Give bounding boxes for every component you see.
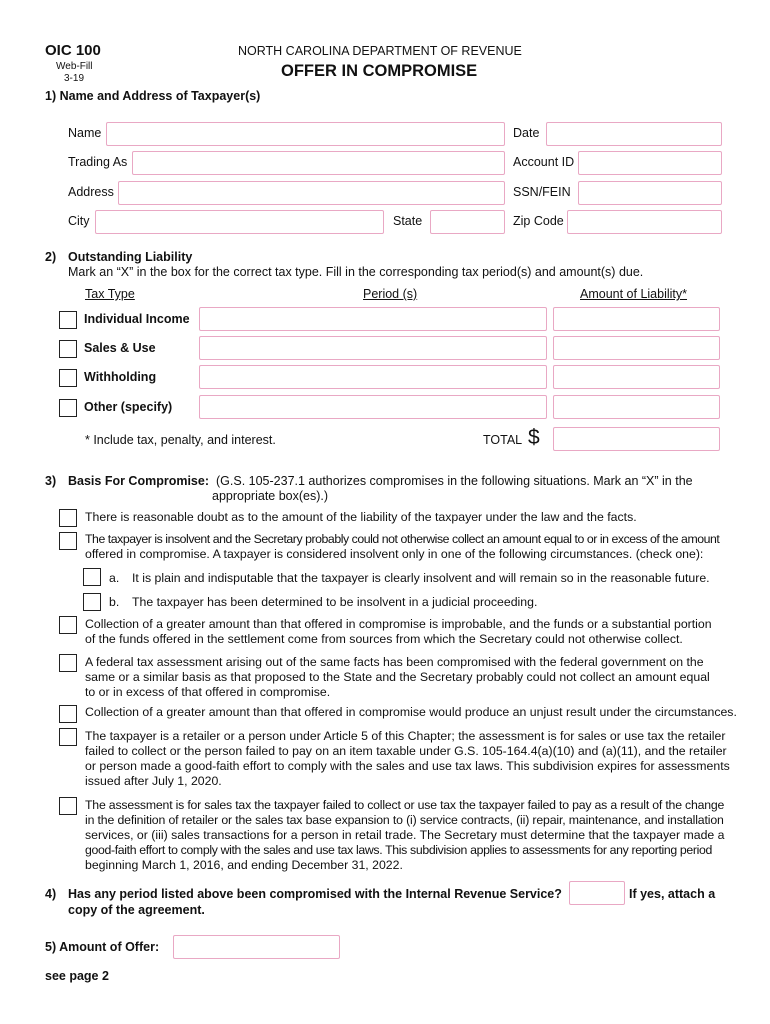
- insolvent-option-b-letter: b.: [109, 595, 120, 609]
- city-label: City: [68, 214, 90, 228]
- basis-reasonable-doubt-checkbox[interactable]: [59, 509, 77, 527]
- basis-reasonable-doubt-text: There is reasonable doubt as to the amount of the liability of the taxpayer under the law and the facts.: [85, 510, 637, 524]
- section-5-heading: 5) Amount of Offer:: [45, 940, 160, 954]
- trading-as-input[interactable]: [132, 151, 505, 175]
- section-2-instruction: Mark an “X” in the box for the correct tax type. Fill in the corresponding tax period(s) and amount(s) due.: [68, 265, 644, 279]
- section-4-question-line-1: Has any period listed above been compromised with the Internal Revenue Service?: [68, 887, 562, 901]
- sales-use-amount-input[interactable]: [553, 336, 720, 360]
- name-input[interactable]: [106, 122, 505, 146]
- basis-federal-compromise-text-line-2: same or a similar basis as that proposed to the State and the Secretary probably could not collect an amount equal: [85, 670, 710, 684]
- basis-federal-compromise-text-line-1: A federal tax assessment arising out of the same facts has been compromised with the federal government on the: [85, 655, 704, 669]
- total-amount-input[interactable]: [553, 427, 720, 451]
- revision-date: 3-19: [64, 73, 85, 84]
- section-3-intro-line-2: appropriate box(es).): [212, 489, 329, 503]
- sales-use-label: Sales & Use: [84, 341, 156, 355]
- withholding-period-input[interactable]: [199, 365, 547, 389]
- account-id-input[interactable]: [578, 151, 722, 175]
- individual-income-period-input[interactable]: [199, 307, 547, 331]
- dollar-sign: $: [528, 426, 540, 449]
- basis-sales-tax-change-text-line-4: good-faith effort to comply with the sales and use tax laws. This subdivision applies to assessments for any reporting period: [85, 843, 713, 857]
- basis-retailer-text-line-4: issued after July 1, 2020.: [85, 774, 222, 788]
- section-4-number: 4): [45, 887, 57, 901]
- basis-federal-compromise-text-line-3: to or in excess of that offered in compromise.: [85, 685, 331, 699]
- basis-unjust-result-checkbox[interactable]: [59, 705, 77, 723]
- basis-sales-tax-change-text-line-3: services, or (iii) sales transactions for a person in retail trade. The Secretary must determine that the taxpayer made a: [85, 828, 725, 842]
- date-label: Date: [513, 126, 540, 140]
- basis-sales-tax-change-text-line-2: in the definition of retailer or the sales tax base expansion to (i) service contracts, (ii) repair, maintenance, and installation: [85, 813, 724, 827]
- basis-retailer-checkbox[interactable]: [59, 728, 77, 746]
- other-period-input[interactable]: [199, 395, 547, 419]
- sales-use-checkbox[interactable]: [59, 340, 77, 358]
- basis-insolvent-text-line-2: offered in compromise. A taxpayer is considered insolvent only in one of the following circumstances. (check one):: [85, 547, 704, 561]
- state-input[interactable]: [430, 210, 505, 234]
- withholding-amount-input[interactable]: [553, 365, 720, 389]
- amount-of-offer-input[interactable]: [173, 935, 340, 959]
- insolvent-option-a-checkbox[interactable]: [83, 568, 101, 586]
- department-name: NORTH CAROLINA DEPARTMENT OF REVENUE: [238, 44, 522, 58]
- address-label: Address: [68, 185, 114, 199]
- other-amount-input[interactable]: [553, 395, 720, 419]
- ssn-fein-input[interactable]: [578, 181, 722, 205]
- basis-sales-tax-change-text-line-5: beginning March 1, 2016, and ending December 31, 2022.: [85, 858, 403, 872]
- section-3-intro-line-1: (G.S. 105-237.1 authorizes compromises in the following situations. Mark an “X” in the: [216, 474, 693, 488]
- irs-compromise-answer-input[interactable]: [569, 881, 625, 905]
- date-input[interactable]: [546, 122, 722, 146]
- basis-collection-improbable-text-line-1: Collection of a greater amount than that offered in compromise is improbable, and the funds or a substantial portion: [85, 617, 712, 631]
- account-id-label: Account ID: [513, 155, 575, 169]
- insolvent-option-a-letter: a.: [109, 571, 120, 585]
- basis-federal-compromise-checkbox[interactable]: [59, 654, 77, 672]
- trading-as-label: Trading As: [68, 155, 128, 169]
- state-label: State: [393, 214, 423, 228]
- form-id: OIC 100: [45, 42, 101, 59]
- insolvent-option-b-text: The taxpayer has been determined to be insolvent in a judicial proceeding.: [132, 595, 538, 609]
- other-specify-label: Other (specify): [84, 400, 173, 414]
- see-page-2-note: see page 2: [45, 969, 109, 983]
- basis-sales-tax-change-text-line-1: The assessment is for sales tax the taxpayer failed to collect or use tax the taxpayer failed to pay as a result of the change: [85, 798, 725, 812]
- section-3-number: 3): [45, 474, 57, 488]
- individual-income-label: Individual Income: [84, 312, 190, 326]
- name-label: Name: [68, 126, 102, 140]
- period-column-header: Period (s): [363, 287, 418, 301]
- total-label: TOTAL: [483, 433, 523, 447]
- individual-income-checkbox[interactable]: [59, 311, 77, 329]
- other-specify-checkbox[interactable]: [59, 399, 77, 417]
- amount-column-header: Amount of Liability*: [580, 287, 688, 301]
- section-1-heading: 1) Name and Address of Taxpayer(s): [45, 89, 261, 103]
- if-yes-attach-label: If yes, attach a: [629, 887, 716, 901]
- form-title: OFFER IN COMPROMISE: [281, 62, 478, 80]
- basis-retailer-text-line-3: or person made a good-faith effort to comply with the sales and use tax laws. This subdivision expires for assessments: [85, 759, 730, 773]
- withholding-label: Withholding: [84, 370, 157, 384]
- basis-unjust-result-text: Collection of a greater amount than that offered in compromise would produce an unjust result under the circumstances.: [85, 705, 737, 719]
- zip-code-input[interactable]: [567, 210, 722, 234]
- basis-sales-tax-change-checkbox[interactable]: [59, 797, 77, 815]
- basis-retailer-text-line-1: The taxpayer is a retailer or a person under Article 5 of this Chapter; the assessment is for sales or use tax the retailer: [85, 729, 726, 743]
- section-4-question-line-2: copy of the agreement.: [68, 903, 205, 917]
- basis-insolvent-checkbox[interactable]: [59, 532, 77, 550]
- basis-collection-improbable-checkbox[interactable]: [59, 616, 77, 634]
- individual-income-amount-input[interactable]: [553, 307, 720, 331]
- city-input[interactable]: [95, 210, 384, 234]
- withholding-checkbox[interactable]: [59, 369, 77, 387]
- basis-retailer-text-line-2: failed to collect or the person failed to pay on an item taxable under G.S. 105-164.4(a)(10) and (a)(11), and the retailer: [85, 744, 727, 758]
- address-input[interactable]: [118, 181, 505, 205]
- insolvent-option-b-checkbox[interactable]: [83, 593, 101, 611]
- section-2-heading: Outstanding Liability: [68, 250, 193, 264]
- insolvent-option-a-text: It is plain and indisputable that the taxpayer is clearly insolvent and will remain so in the reasonable future.: [132, 571, 710, 585]
- basis-insolvent-text-line-1: The taxpayer is insolvent and the Secretary probably could not otherwise collect an amount equal to or in excess of the amount: [85, 532, 720, 546]
- liability-footnote: * Include tax, penalty, and interest.: [85, 433, 276, 447]
- basis-collection-improbable-text-line-2: of the funds offered in the settlement come from sources from which the Secretary could not otherwise collect.: [85, 632, 683, 646]
- zip-code-label: Zip Code: [513, 214, 564, 228]
- web-fill-label: Web-Fill: [56, 61, 93, 72]
- section-3-heading: Basis For Compromise:: [68, 474, 210, 488]
- sales-use-period-input[interactable]: [199, 336, 547, 360]
- section-2-number: 2): [45, 250, 57, 264]
- tax-type-column-header: Tax Type: [85, 287, 135, 301]
- ssn-fein-label: SSN/FEIN: [513, 185, 571, 199]
